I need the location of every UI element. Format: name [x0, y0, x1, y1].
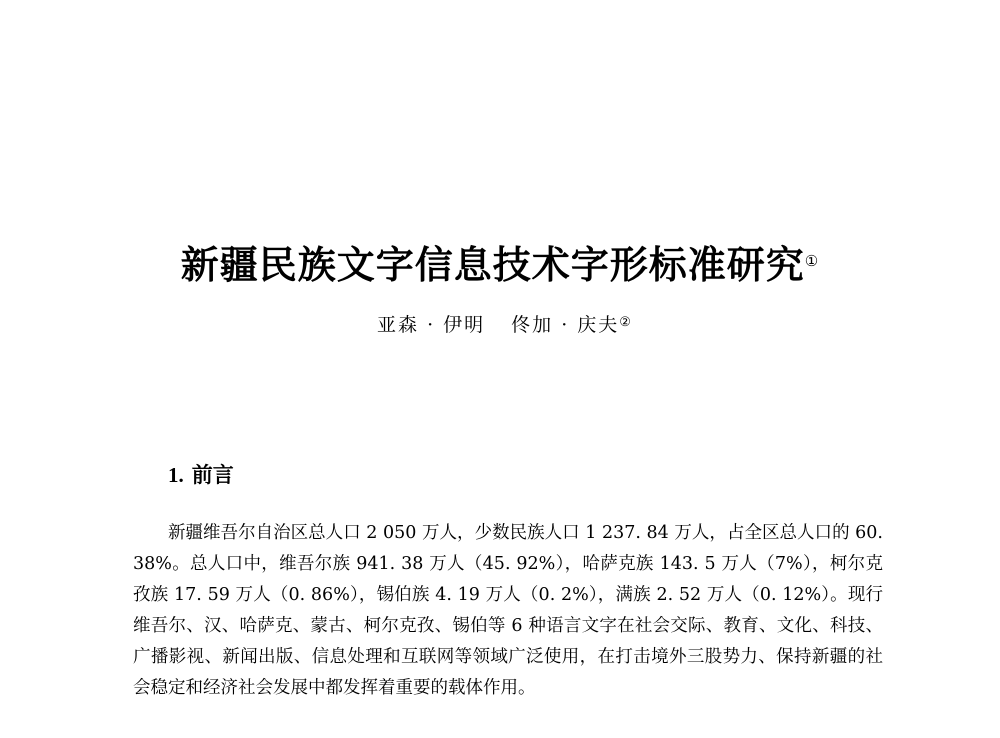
author-line	[0, 310, 1000, 340]
author-name: 佟加 · 庆夫	[511, 314, 620, 336]
body-paragraph: 新疆维吾尔自治区总人口 2 050 万人，少数民族人口 1 237. 84 万人，占全区总人口的 60. 38%。总人口中，维吾尔族 941. 38 万人（45. 92%），哈萨克族 143. 5 万人（7%），柯尔克孜族 17. 59 万人（0. 86%），锡伯族 4. 19 万人（0. 2%），满族 2. 52 万人（0. 12%）。现行维吾尔、汉、哈萨克、蒙古、柯尔克孜、锡伯等 6 种语言文字在社会交际、教育、文化、科技、广播影视、新闻出版、信息处理和互联网等领域广泛使用，在打击境外三股势力、保持新疆的社会稳定和经济社会发展中都发挥着重要的载体作用。	[133, 523, 883, 698]
section-heading	[168, 460, 234, 490]
author-footnote-mark: ②	[619, 315, 633, 330]
title-text: 新疆民族文字信息技术字形标准研究	[180, 242, 805, 287]
section-title: 前言	[191, 463, 234, 487]
author-name: 亚森 · 伊明	[377, 314, 486, 336]
section-number: 1.	[168, 463, 184, 487]
title-footnote-mark: ①	[804, 252, 820, 270]
paper-title	[0, 240, 1000, 290]
